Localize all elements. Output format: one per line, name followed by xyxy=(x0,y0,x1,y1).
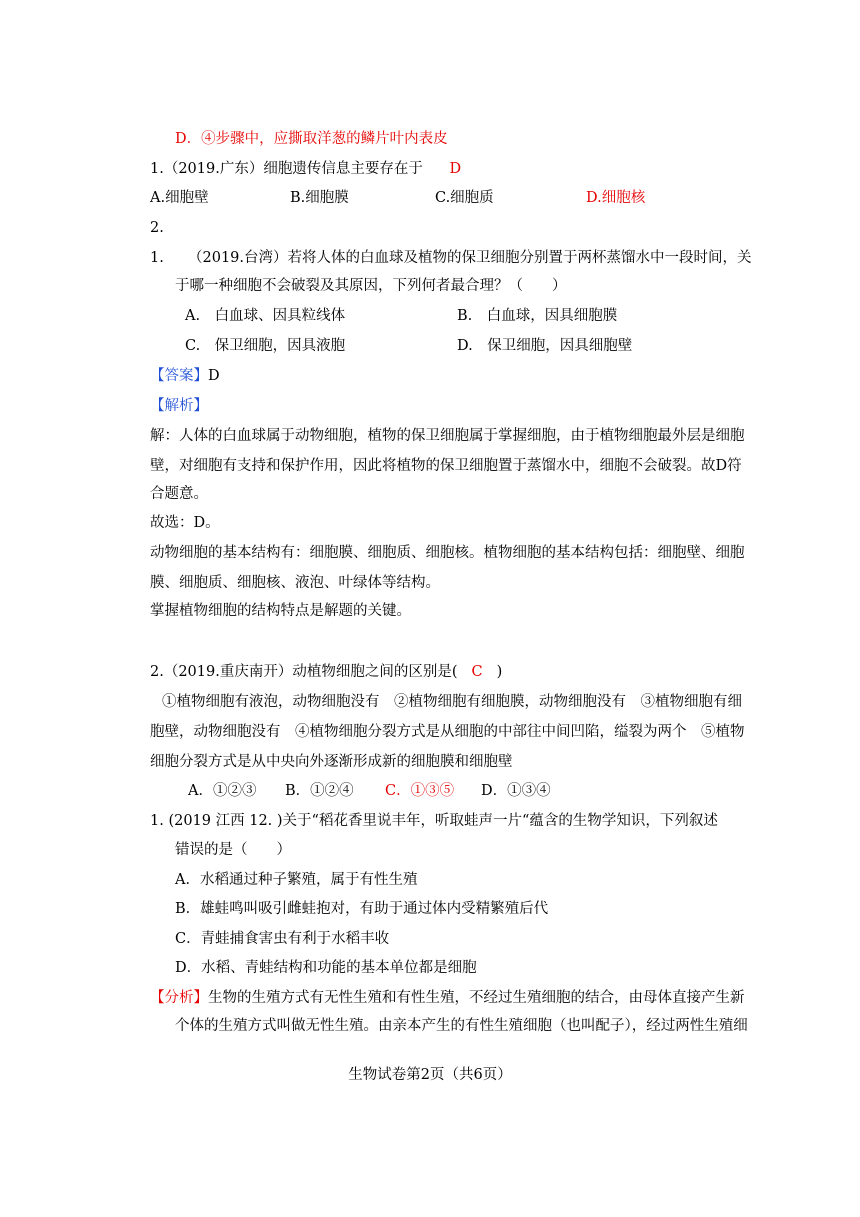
analysis-line: 壁，对细胞有支持和保护作用，因此将植物的保卫细胞置于蒸馏水中，细胞不会破裂。故D符 xyxy=(150,458,742,474)
analysis-line: 膜、细胞质、细胞核、液泡、叶绿体等结构。 xyxy=(150,575,440,591)
question-number: 2. xyxy=(150,220,164,236)
option-d: D．①③④ xyxy=(481,783,551,799)
option-d-correct: D.细胞核 xyxy=(586,190,646,206)
analysis-tag: 【分析】 xyxy=(150,990,208,1006)
question-chongqing-body-line: 细胞分裂方式是从中央向外逐渐形成新的细胞膜和细胞壁 xyxy=(150,754,513,770)
question-jiangxi-stem-line2: 错误的是（ ） xyxy=(175,842,291,858)
analysis-tag: 【解析】 xyxy=(150,398,208,414)
page-footer: 生物试卷第2页（共6页） xyxy=(348,1067,512,1083)
question-jiangxi-stem-line1: 1. (2019 江西 12. )关于“稻花香里说丰年，听取蛙声一片“蕴含的生物学知识，下列叙述 xyxy=(150,813,718,829)
option-b: B．雄蛙鸣叫吸引雌蛙抱对，有助于通过体内受精繁殖后代 xyxy=(175,901,549,917)
question-taiwan-stem-line2: 于哪一种细胞不会破裂及其原因，下列何者最合理？（ ） xyxy=(175,278,567,294)
answer-line xyxy=(150,366,220,386)
question-chongqing-stem xyxy=(150,662,502,682)
question-answer: D xyxy=(449,161,462,177)
question-stem-end: ) xyxy=(496,664,503,680)
option-b: B．①②④ xyxy=(285,783,354,799)
answer-tag: 【答案】 xyxy=(150,368,208,384)
question-taiwan-stem-line1: （2019.台湾）若将人体的白血球及植物的保卫细胞分别置于两杯蒸馏水中一段时间，关 xyxy=(188,250,752,266)
analysis-line: 掌握植物细胞的结构特点是解题的关键。 xyxy=(150,603,411,619)
option-b: B. 白血球，因具细胞膜 xyxy=(457,308,618,324)
option-c: C.细胞质 xyxy=(435,190,494,206)
analysis-text: 生物的生殖方式有无性生殖和有性生殖，不经过生殖细胞的结合，由母体直接产生新 xyxy=(208,990,745,1006)
previous-question-answer: D．④步骤中，应撕取洋葱的鳞片叶内表皮 xyxy=(175,131,448,147)
option-c: C. 保卫细胞，因具液胞 xyxy=(185,338,346,354)
question-chongqing-body-line: 胞壁，动物细胞没有 ④植物细胞分裂方式是从细胞的中部往中间凹陷，缢裂为两个 ⑤植物 xyxy=(150,724,745,740)
option-a: A．水稻通过种子繁殖，属于有性生殖 xyxy=(175,872,418,888)
analysis-line: 动物细胞的基本结构有：细胞膜、细胞质、细胞核。植物细胞的基本结构包括：细胞壁、细胞 xyxy=(150,545,745,561)
option-a: A.细胞壁 xyxy=(150,190,209,206)
question-jiangxi-analysis-line2: 个体的生殖方式叫做无性生殖。由亲本产生的有性生殖细胞（也叫配子），经过两性生殖细 xyxy=(175,1018,748,1034)
option-d: D．水稻、青蛙结构和功能的基本单位都是细胞 xyxy=(175,960,477,976)
answer-value: D xyxy=(208,368,220,384)
option-a: A. 白血球、因具粒线体 xyxy=(185,308,346,324)
option-c: C．青蛙捕食害虫有利于水稻丰收 xyxy=(175,931,390,947)
option-b: B.细胞膜 xyxy=(290,190,349,206)
option-d: D. 保卫细胞，因具细胞壁 xyxy=(457,338,633,354)
analysis-line: 解：人体的白血球属于动物细胞，植物的保卫细胞属于掌握细胞，由于植物细胞最外层是细胞 xyxy=(150,428,745,444)
option-c-correct: C．①③⑤ xyxy=(385,783,455,799)
question-jiangxi-analysis-line1 xyxy=(150,988,745,1008)
question-stem-text: 2.（2019.重庆南开）动植物细胞之间的区别是( xyxy=(150,664,458,680)
analysis-line: 合题意。 xyxy=(150,486,208,502)
question-guangdong-stem xyxy=(150,159,461,179)
option-a: A．①②③ xyxy=(188,783,257,799)
question-stem-text: 1.（2019.广东）细胞遗传信息主要存在于 xyxy=(150,161,423,177)
question-taiwan-number: 1. xyxy=(150,250,164,266)
question-chongqing-body-line: ①植物细胞有液泡，动物细胞没有 ②植物细胞有细胞膜，动物细胞没有 ③植物细胞有细 xyxy=(162,694,742,710)
question-answer: C xyxy=(471,664,483,680)
analysis-line: 故选：D。 xyxy=(150,515,220,531)
